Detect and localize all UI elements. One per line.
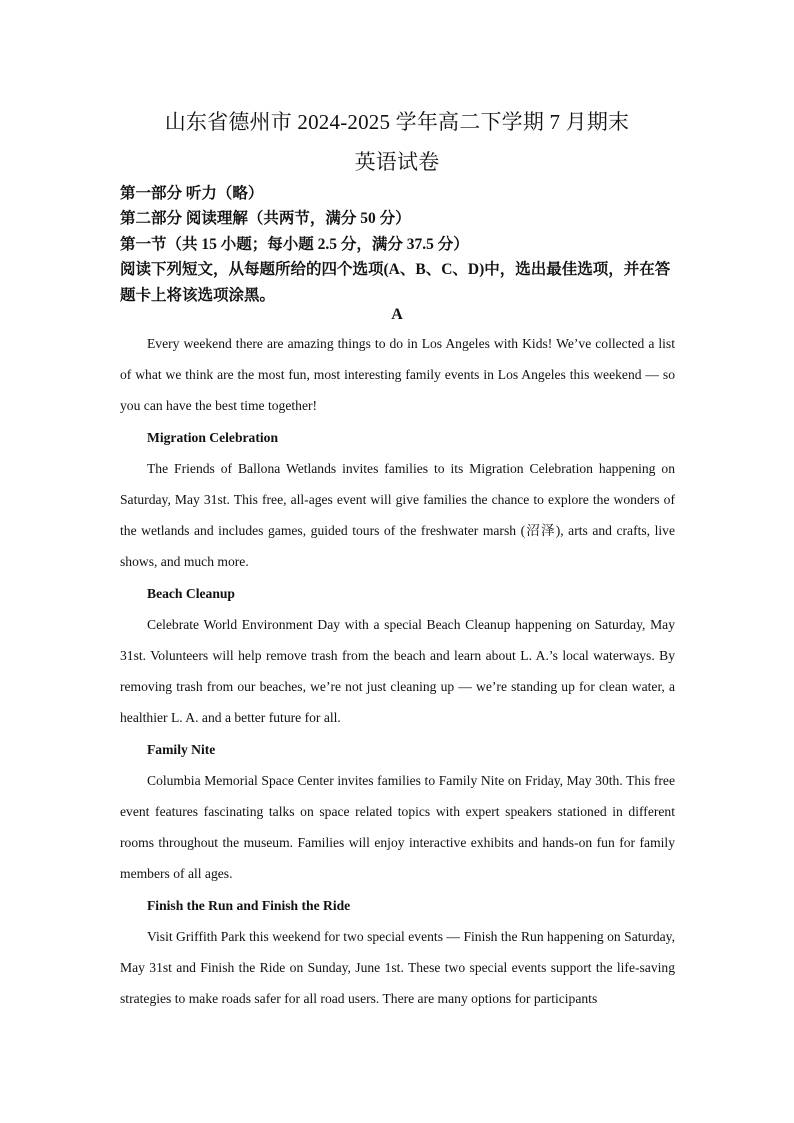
- passage-body: [120, 328, 675, 1014]
- passage-letter: A: [391, 306, 403, 323]
- event-description: Visit Griffith Park this weekend for two special events — Finish the Run happening on Saturday, May 31st and Finish the Ride on Sunday, June 1st. These two special events support the life-saving strategies to make roads safer for all road users. There are many options for participants: [120, 928, 675, 1007]
- event-description: Celebrate World Environment Day with a special Beach Cleanup happening on Saturday, May 31st. Volunteers will help remove trash from the beach and learn about L. A.’s local waterways. By removing trash from our beaches, we’re not just cleaning up — we’re standing up for clean water, a healthier L. A. and a better future for all.: [120, 616, 675, 726]
- event-description: Columbia Memorial Space Center invites families to Family Nite on Friday, May 30th. This free event features fascinating talks on space related topics with expert speakers stationed in different rooms throughout the museum. Families will enjoy interactive exhibits and hands-on fun for family members of all ages.: [120, 772, 675, 882]
- part-one-heading: 第一部分 听力（略）: [120, 185, 264, 202]
- section-one-heading: 第一节（共 15 小题；每小题 2.5 分，满分 37.5 分）: [120, 236, 469, 253]
- event-title: Finish the Run and Finish the Ride: [147, 897, 351, 913]
- exam-title: 山东省德州市 2024-2025 学年高二下学期 7 月期末: [164, 110, 630, 134]
- event-title: Beach Cleanup: [147, 585, 235, 601]
- intro-paragraph: Every weekend there are amazing things to do in Los Angeles with Kids! We’ve collected a list of what we think are the most fun, most interesting family events in Los Angeles this weekend — so you can have the best time together!: [120, 336, 675, 414]
- event-description: The Friends of Ballona Wetlands invites families to its Migration Celebration happening on Saturday, May 31st. This free, all-ages event will give families the chance to explore the wonders of the wetlands and includes games, guided tours of the freshwater marsh (沼泽), arts and crafts, live shows, and much more.: [120, 460, 675, 570]
- instructions: 阅读下列短文，从每题所给的四个选项(A、B、C、D)中，选出最佳选项，并在答题卡上将该选项涂黑。: [120, 261, 671, 304]
- part-two-heading: 第二部分 阅读理解（共两节，满分 50 分）: [120, 210, 411, 227]
- exam-subtitle: 英语试卷: [354, 150, 440, 174]
- event-title: Migration Celebration: [147, 429, 279, 445]
- event-title: Family Nite: [147, 741, 216, 757]
